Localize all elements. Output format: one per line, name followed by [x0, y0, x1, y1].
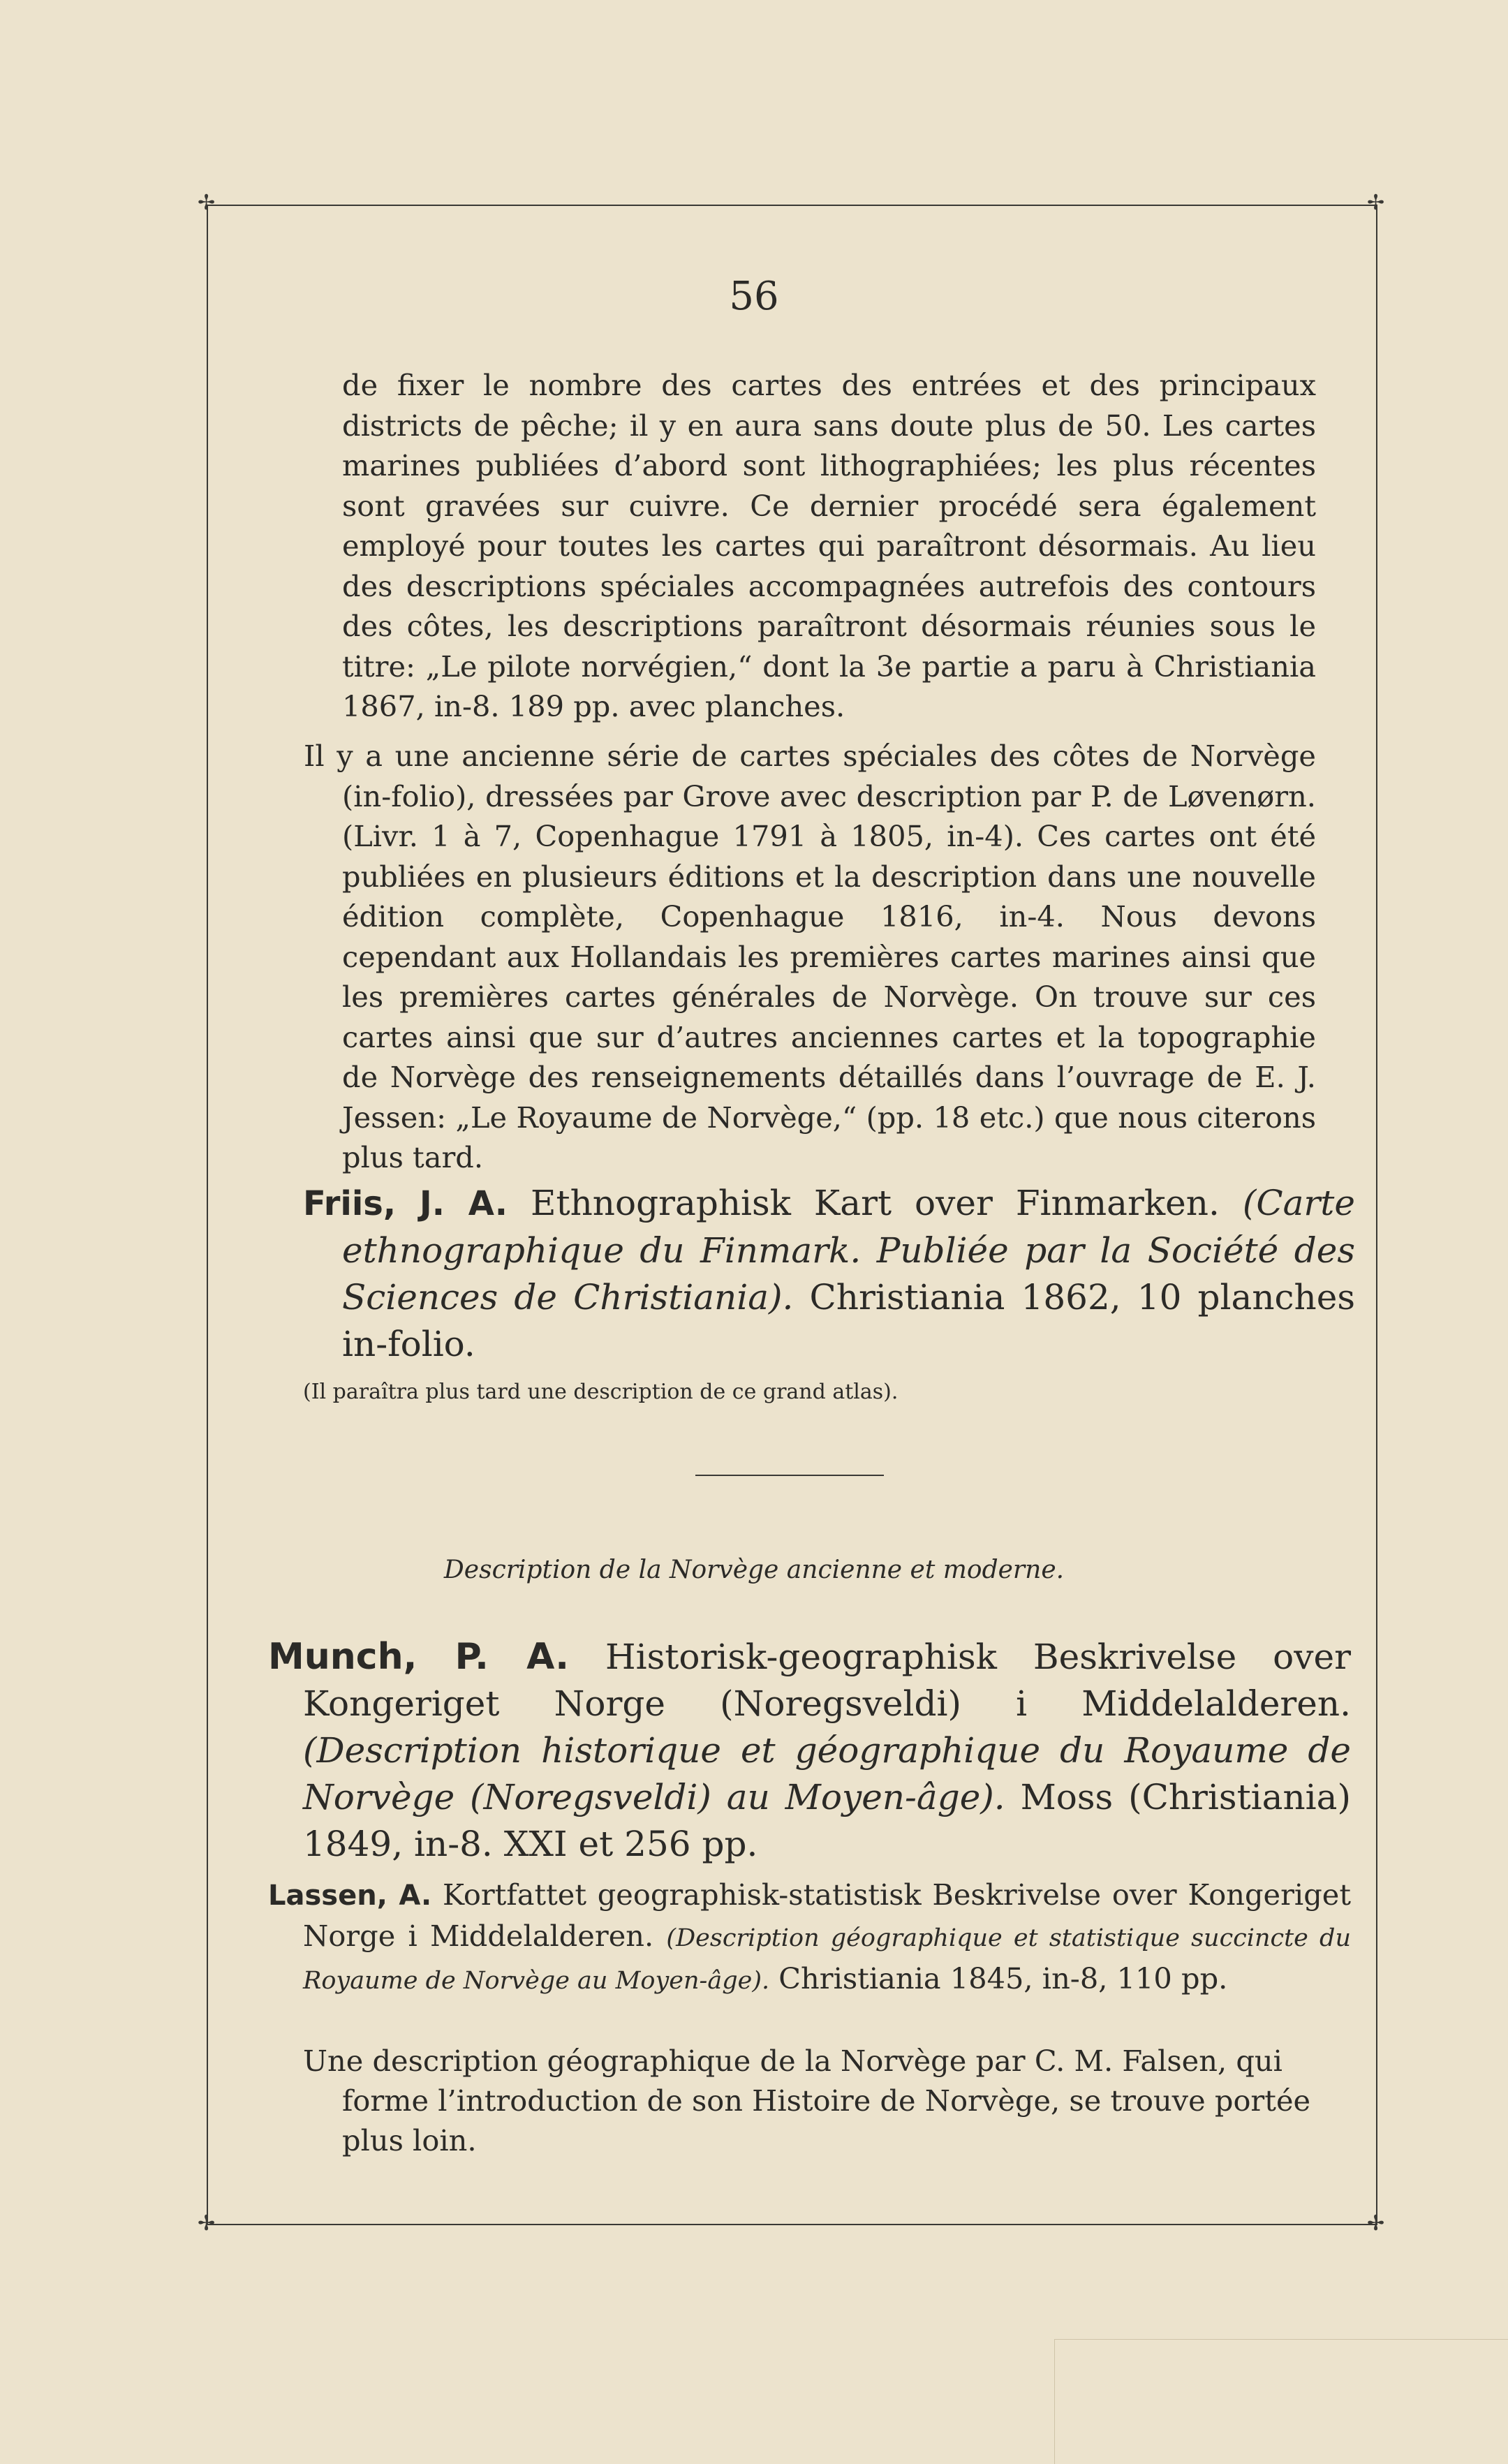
scan-edge-mark — [1054, 2339, 1508, 2464]
section-divider — [695, 1475, 884, 1476]
entry-title: Historisk-geographisk Beskrivelse over Kongeriget Norge (Noregsveldi) i Middelalderen. — [303, 1637, 1351, 1724]
entry-imprint: Christiania 1845, in-8, 110 pp. — [778, 1961, 1228, 1995]
entry-munch — [268, 1634, 1351, 1868]
friis-note: (Il paraîtra plus tard une description de ce grand atlas). — [303, 1380, 899, 1404]
entry-author: Munch, P. A. — [268, 1636, 570, 1678]
paragraph-continuation: de fixer le nombre des cartes des entrées et des principaux districts de pêche; il y en aura sans doute plus de 50. Les cartes marines publiées d’abord sont lithographiées; les plus récentes sont gravées sur cuivre. Ce dernier procédé sera également employé pour toutes les cartes qui paraîtront désormais. Au lieu des descriptions spéciales accompagnées autrefois des contours des côtes, les descriptions paraîtront désormais réunies sous le titre: „Le pilote norvégien,“ dont la 3e partie a paru à Christiania 1867, in-8. 189 pp. avec planches. — [342, 368, 1316, 723]
corner-ornament-bottom-left: ✢ — [198, 2211, 216, 2236]
section-heading: Description de la Norvège ancienne et moderne. — [443, 1556, 1065, 1584]
page-number: 56 — [729, 274, 779, 319]
corner-ornament-top-left: ✢ — [198, 191, 216, 215]
entry-author: Lassen, A. — [268, 1880, 432, 1912]
corner-ornament-top-right: ✢ — [1367, 191, 1385, 215]
entry-imprint: Christiania 1862, 10 planches in-folio. — [342, 1277, 1355, 1364]
entry-friis — [303, 1180, 1355, 1368]
entry-lassen — [268, 1875, 1351, 2001]
corner-ornament-bottom-right: ✢ — [1367, 2211, 1385, 2236]
paragraph-grove-charts: Il y a une ancienne série de cartes spéciales des côtes de Norvège (in-folio), dressées par Grove avec description par P. de Løvenørn. (Livr. 1 à 7, Copenhague 1791 à 1805, in-4). Ces cartes ont été publiées en plusieurs éditions et la description dans une nouvelle édition complète, Copenhague 1816, in-4. Nous devons cependant aux Hollandais les premières cartes marines ainsi que les premières cartes générales de Norvège. On trouve sur ces cartes ainsi que sur d’autres anciennes cartes et la topographie de Norvège des renseignements détaillés dans l’ouvrage de E. J. Jessen: „Le Royaume de Norvège,“ (pp. 18 etc.) que nous citerons plus tard. — [304, 739, 1316, 1174]
entry-author: Friis, J. A. — [303, 1184, 508, 1223]
falsen-note — [303, 2041, 1316, 2160]
entry-title: Ethnographisk Kart over Finmarken. — [531, 1183, 1220, 1223]
entry-translation: (Description géographique et statistique succincte du Royaume de Norvège au Moyen-âge). — [303, 1924, 1351, 1995]
entry-imprint: Moss (Christiania) 1849, in-8. XXI et 256 pp. — [303, 1777, 1351, 1864]
entry-title: Kortfattet geographisk-statistisk Beskrivelse over Kongeriget Norge i Middelalderen. — [303, 1877, 1351, 1953]
falsen-note-text: Une description géographique de la Norvège par C. M. Falsen, qui forme l’introduction de son Histoire de Norvège, se trouve portée plus loin. — [303, 2044, 1311, 2157]
entry-translation: (Carte ethnographique du Finmark. Publiée par la Société des Sciences de Christiania). — [342, 1183, 1355, 1318]
entry-translation: (Description historique et géographique du Royaume de Norvège (Noregsveldi) au Moyen-âge). — [303, 1730, 1351, 1817]
